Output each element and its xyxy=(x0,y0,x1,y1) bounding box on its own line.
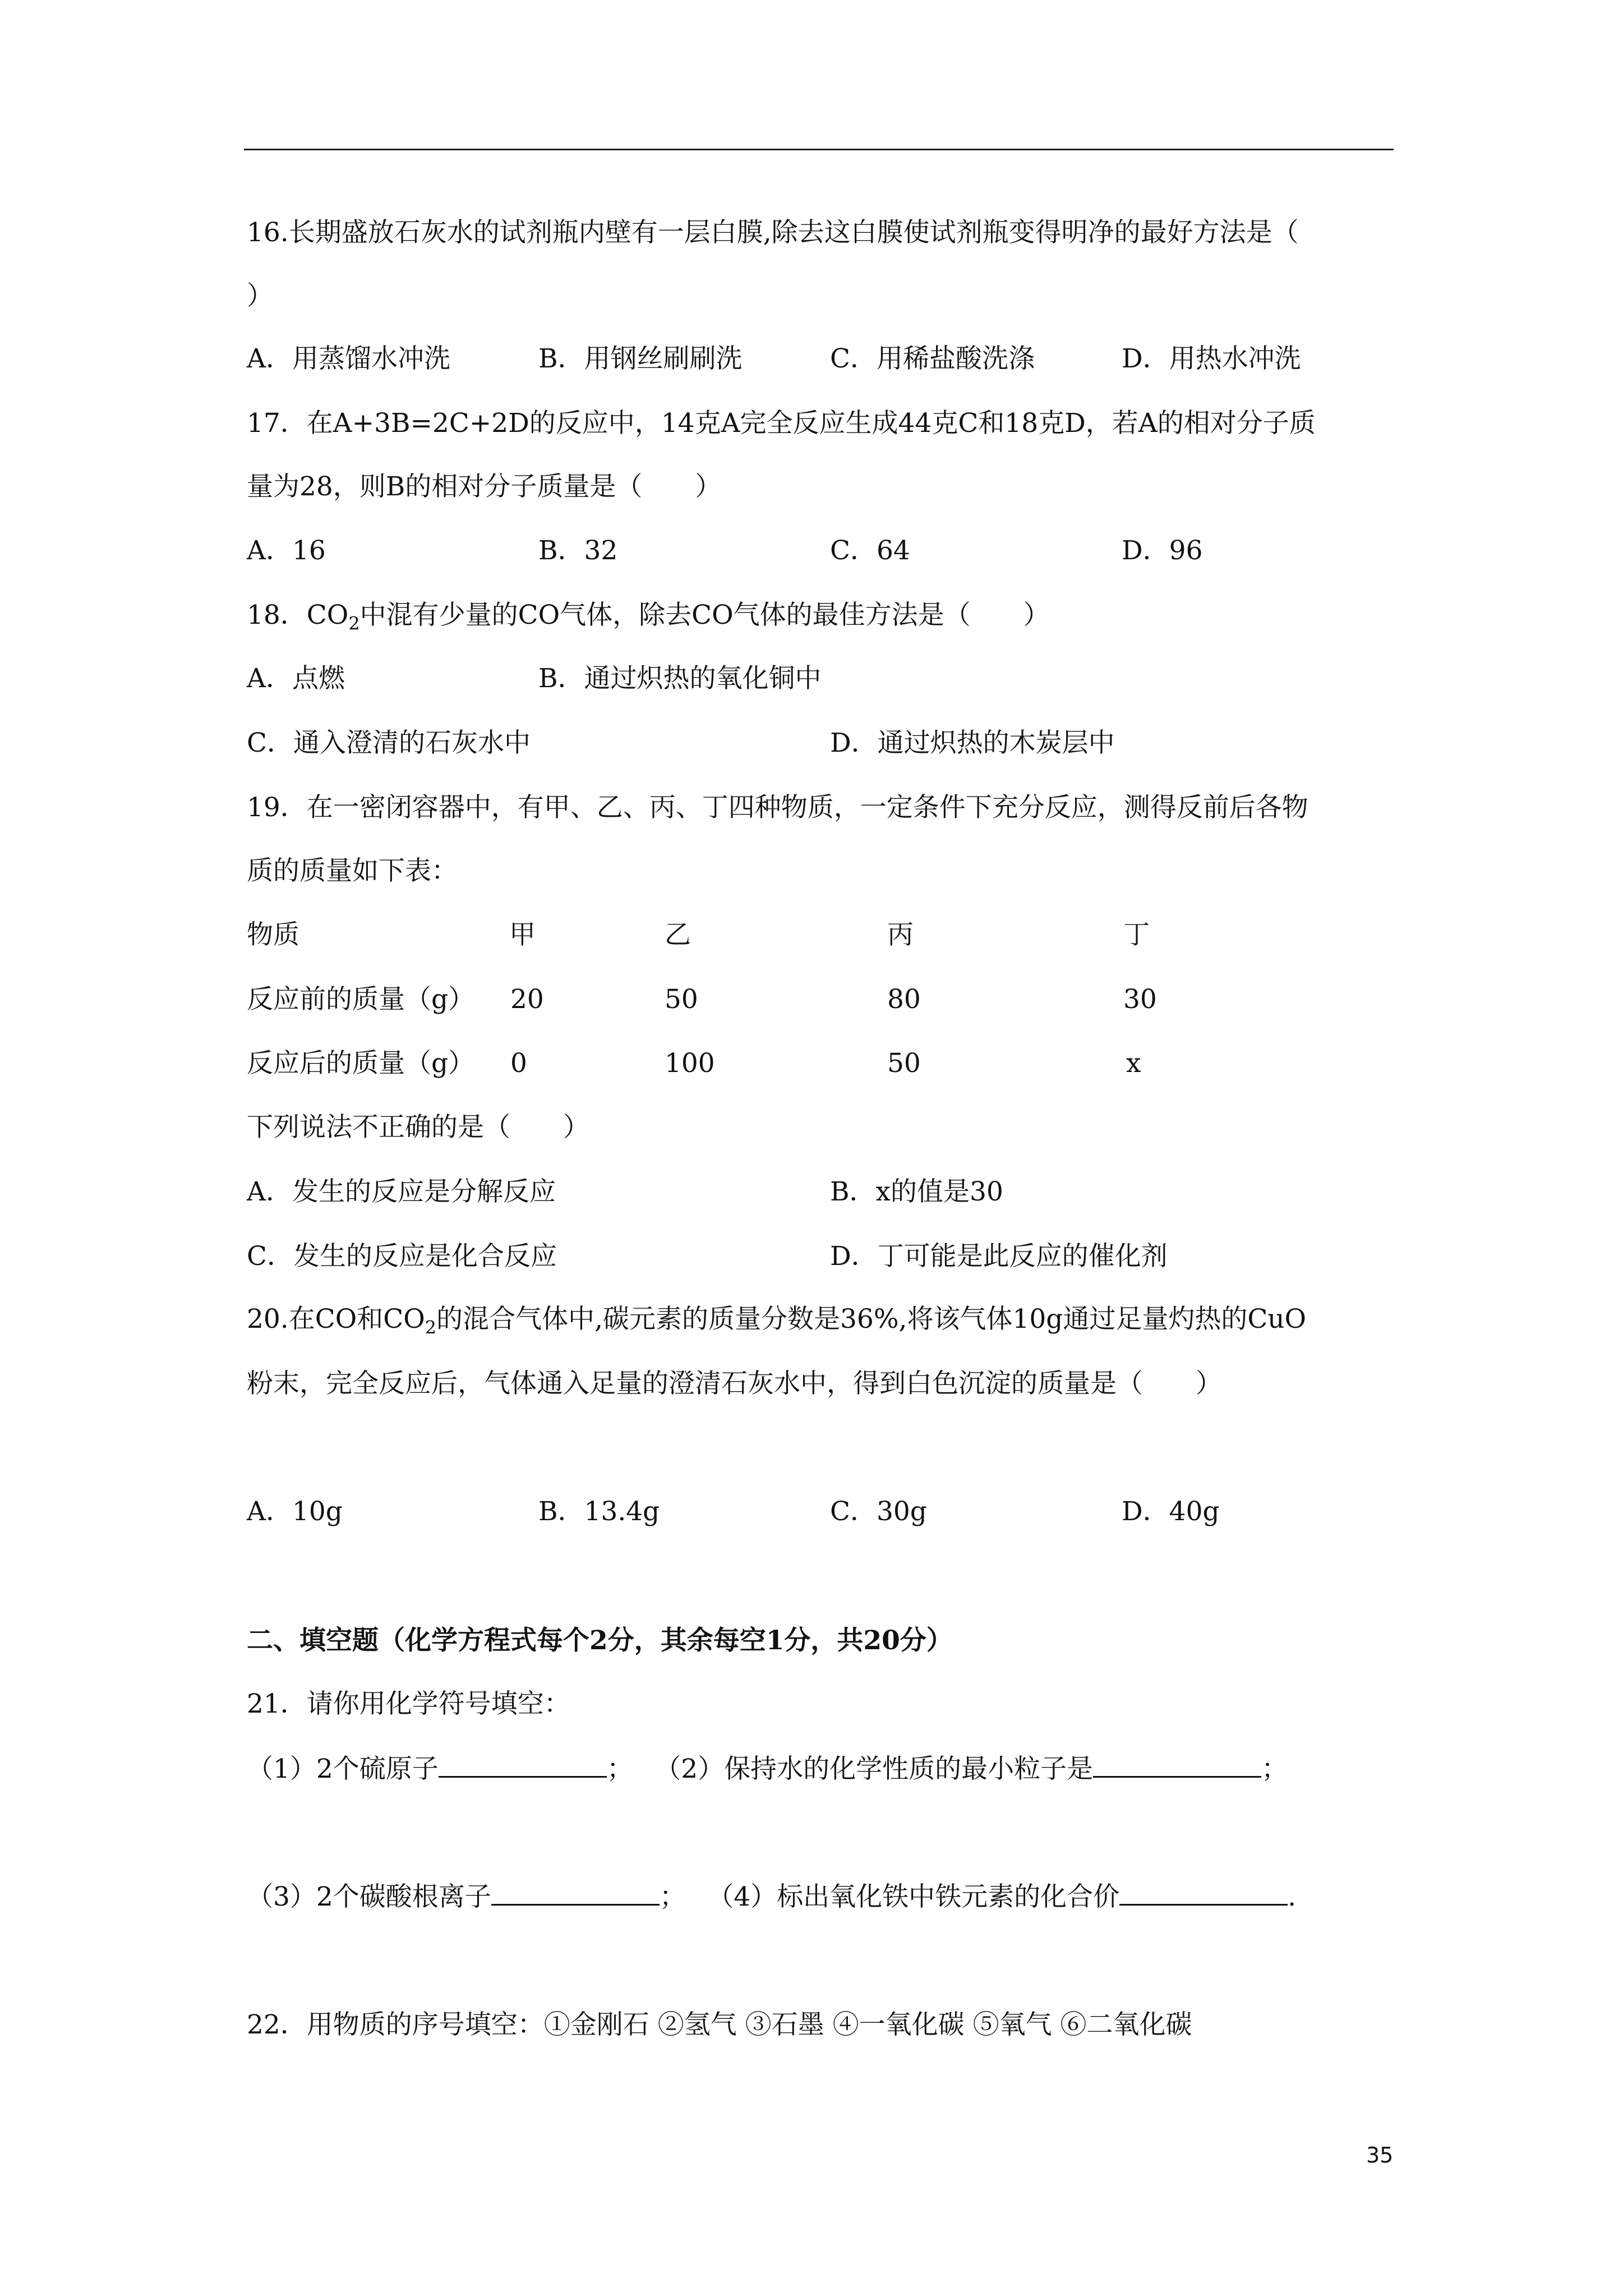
table-cell: 30 xyxy=(1123,984,1157,1015)
q18-stem xyxy=(247,599,1050,640)
q19-option-d: D．丁可能是此反应的催化剂 xyxy=(830,1241,1168,1272)
q20-text-2: 的混合气体中,碳元素的质量分数是36%,将该气体10g通过足量灼热的CuO xyxy=(436,1304,1307,1335)
q20-option-a: A．10g xyxy=(247,1496,343,1527)
table-header-cell: 甲 xyxy=(509,919,536,950)
q16-stem-cont: ） xyxy=(247,280,273,311)
table-cell: 0 xyxy=(510,1048,527,1079)
q21-part-3-label: （3）2个碳酸根离子 xyxy=(247,1881,491,1912)
q18-option-d: D．通过炽热的木炭层中 xyxy=(830,728,1115,758)
section-title: 二、填空题（化学方程式每个2分，其余每空1分，共20分） xyxy=(247,1625,953,1656)
q20-text-1: 20.在CO和CO xyxy=(247,1304,425,1335)
table-cell: 反应前的质量（g） xyxy=(247,984,475,1015)
q19-stem: 19．在一密闭容器中，有甲、乙、丙、丁四种物质，一定条件下充分反应，测得反前后各物 xyxy=(247,792,1308,823)
q20-stem xyxy=(247,1303,1306,1344)
header-rule xyxy=(244,149,1394,150)
q21-part-2-label: （2）保持水的化学性质的最小粒子是 xyxy=(654,1754,1094,1784)
q21-part-2-end: ； xyxy=(1261,1754,1288,1784)
q21-row-1 xyxy=(247,1751,1288,1786)
q18-number: 18．CO xyxy=(247,600,349,631)
q18-option-b: B．通过炽热的氧化铜中 xyxy=(538,663,822,694)
q18-text: 中混有少量的CO气体，除去CO气体的最佳方法是（ ） xyxy=(359,600,1050,631)
q17-option-b: B．32 xyxy=(538,535,618,566)
table-header-cell: 乙 xyxy=(665,919,691,950)
answer-blank xyxy=(491,1879,660,1906)
q16-option-d: D．用热水冲洗 xyxy=(1122,343,1301,374)
q19-option-a: A．发生的反应是分解反应 xyxy=(247,1176,556,1207)
q21-part-1-label: （1）2个硫原子 xyxy=(247,1754,439,1784)
page-number: 35 xyxy=(1366,2143,1394,2168)
q17-option-d: D．96 xyxy=(1122,535,1203,566)
q16-option-c: C．用稀盐酸洗涤 xyxy=(830,343,1035,374)
table-cell: 50 xyxy=(665,984,698,1015)
answer-blank xyxy=(1093,1751,1261,1778)
q17-stem: 17．在A+3B=2C+2D的反应中，14克A完全反应生成44克C和18克D，若A的相对分子质 xyxy=(247,408,1316,439)
q21-part-1-end: ； xyxy=(606,1754,620,1784)
q18-option-c: C．通入澄清的石灰水中 xyxy=(247,728,531,758)
table-cell: x xyxy=(1126,1048,1141,1079)
q22-stem: 22．用物质的序号填空：①金刚石 ②氢气 ③石墨 ④一氧化碳 ⑤氧气 ⑥二氧化碳 xyxy=(247,2009,1192,2040)
q19-stem-cont: 质的质量如下表： xyxy=(247,855,458,886)
q20-option-c: C．30g xyxy=(830,1496,927,1527)
q18-subscript: 2 xyxy=(348,613,360,634)
table-cell: 20 xyxy=(510,984,544,1015)
q17-option-c: C．64 xyxy=(830,535,910,566)
q21-part-4-label: （4）标出氧化铁中铁元素的化合价 xyxy=(707,1881,1120,1912)
answer-blank xyxy=(439,1751,607,1778)
q17-option-a: A．16 xyxy=(247,535,326,566)
table-cell: 50 xyxy=(887,1048,921,1079)
table-cell: 反应后的质量（g） xyxy=(247,1048,475,1079)
q19-option-b: B．x的值是30 xyxy=(830,1176,1003,1207)
q21-row-2 xyxy=(247,1879,1296,1914)
table-header-cell: 丁 xyxy=(1123,919,1150,950)
q16-option-a: A．用蒸馏水冲洗 xyxy=(247,343,450,374)
q20-stem-cont: 粉末，完全反应后，气体通入足量的澄清石灰水中，得到白色沉淀的质量是（ ） xyxy=(247,1368,1222,1399)
q16-option-b: B．用钢丝刷刷洗 xyxy=(538,343,743,374)
q20-subscript: 2 xyxy=(425,1317,437,1338)
q17-stem-cont: 量为28，则B的相对分子质量是（ ） xyxy=(247,471,722,502)
table-cell: 100 xyxy=(665,1048,715,1079)
table-header-cell: 物质 xyxy=(247,919,299,950)
q19-question: 下列说法不正确的是（ ） xyxy=(247,1112,589,1143)
table-cell: 80 xyxy=(887,984,921,1015)
q21-part-4-end: . xyxy=(1288,1881,1297,1912)
q19-option-c: C．发生的反应是化合反应 xyxy=(247,1241,557,1272)
q18-option-a: A．点燃 xyxy=(247,663,345,694)
q16-stem: 16.长期盛放石灰水的试剂瓶内壁有一层白膜,除去这白膜使试剂瓶变得明净的最好方法是（ xyxy=(247,217,1299,248)
q21-stem: 21．请你用化学符号填空： xyxy=(247,1688,570,1719)
q20-option-d: D．40g xyxy=(1122,1496,1220,1527)
table-header-cell: 丙 xyxy=(887,919,914,950)
answer-blank xyxy=(1119,1879,1288,1906)
q20-option-b: B．13.4g xyxy=(538,1496,660,1527)
q21-part-3-end: ； xyxy=(659,1881,673,1912)
